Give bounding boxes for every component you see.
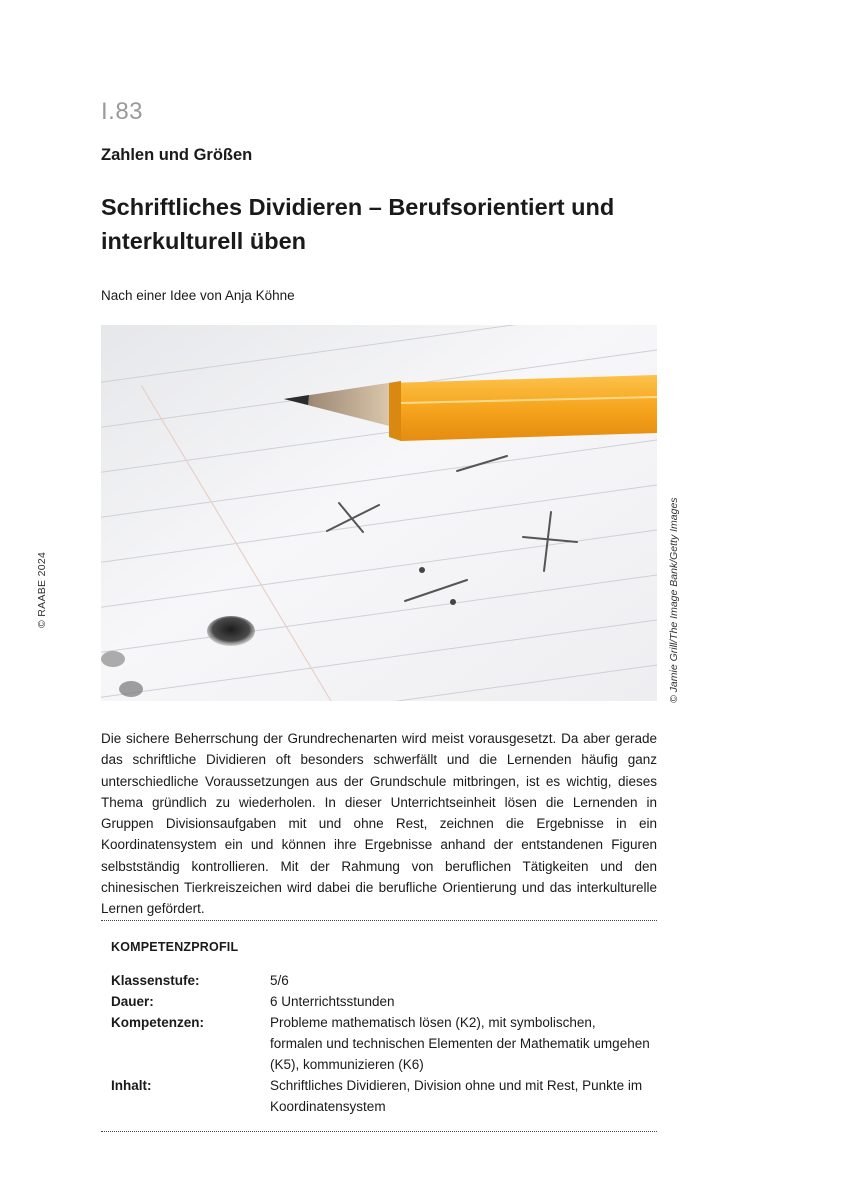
author-line: Nach einer Idee von Anja Köhne <box>101 288 295 303</box>
profile-row-duration <box>111 991 651 1012</box>
profile-value: 6 Unterrichtsstunden <box>270 994 395 1009</box>
division-dot-lower <box>450 599 456 605</box>
intro-paragraph: Die sichere Beherrschung der Grundrechenarten wird meist vorausgesetzt. Da aber gerade das schriftliche Dividieren oft besonders schwerfällt und die Lernenden häufig ganz unterschiedliche Voraussetzungen aus der Grundschule mitbringen, ist es wichtig, dieses Thema gründlich zu wiederholen. In dieser Unterrichtseinheit lösen die Lernenden in Gruppen Divisionsaufgaben mit und ohne Rest, zeichnen die Ergebnisse in ein Koordinatensystem ein und können ihre Ergebnisse anhand der entstandenen Figuren selbstständig kontrollieren. Mit der Rahmung von beruflichen Tätigkeiten und den chinesischen Tierkreiszeichen wird dabei die berufliche Orientierung und das interkulturelle Lernen gefördert. <box>101 731 657 917</box>
ink-blot <box>207 616 255 646</box>
profile-heading: KOMPETENZPROFIL <box>111 940 239 954</box>
profile-label: Dauer: <box>111 994 154 1009</box>
divider-top <box>101 920 657 921</box>
competence-profile-table <box>111 970 651 1117</box>
profile-row-content <box>111 1075 651 1117</box>
image-credit: © Jamie Grill/The Image Bank/Getty Images <box>668 497 680 703</box>
profile-value: Probleme mathematisch lösen (K2), mit symbolischen, formalen und technischen Elementen der Mathematik umgehen (K5), kommunizieren (K6) <box>270 1015 650 1072</box>
divider-bottom <box>101 1131 657 1132</box>
pencil-on-paper-photo <box>101 325 657 701</box>
profile-row-competences <box>111 1012 651 1075</box>
profile-value: 5/6 <box>270 973 289 988</box>
page-title: Schriftliches Dividieren – Berufsorientiert und interkulturell üben <box>101 194 615 254</box>
profile-label: Kompetenzen: <box>111 1015 205 1030</box>
profile-value: Schriftliches Dividieren, Division ohne und mit Rest, Punkte im Koordinatensystem <box>270 1078 643 1114</box>
profile-label: Inhalt: <box>111 1078 152 1093</box>
section-title: Zahlen und Größen <box>101 146 253 164</box>
profile-row-grade <box>111 970 651 991</box>
division-dot-upper <box>419 567 425 573</box>
side-copyright: © RAABE 2024 <box>36 551 48 628</box>
chapter-number: I.83 <box>101 98 144 125</box>
profile-label: Klassenstufe: <box>111 973 200 988</box>
